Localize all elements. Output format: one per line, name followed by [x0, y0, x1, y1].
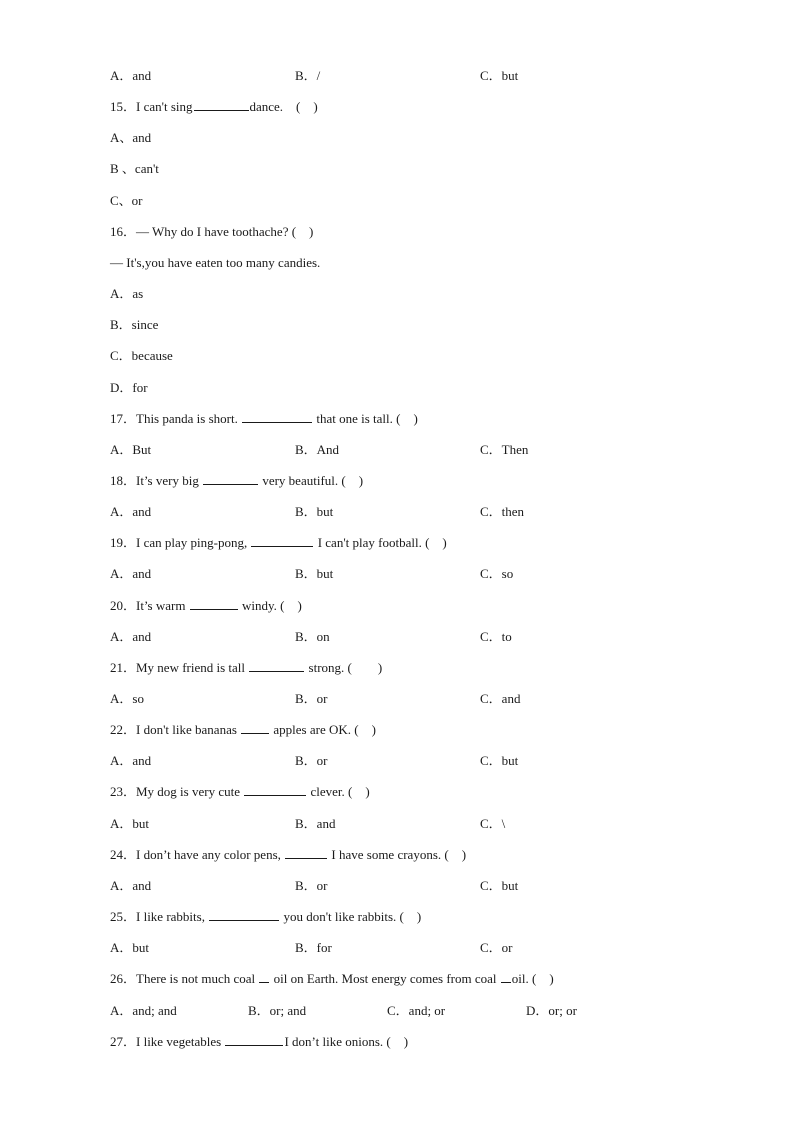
question-fragment: 20．It’s warm — [110, 598, 189, 613]
question-text — [110, 98, 318, 116]
question-fragment: 22．I don't like bananas — [110, 722, 241, 737]
question-fragment: 21．My new friend is tall — [110, 660, 249, 675]
question-fragment: 15．I can't sing — [110, 99, 193, 114]
question-text — [110, 597, 302, 615]
options-row — [0, 815, 794, 833]
question-fragment: oil. ( ) — [511, 971, 554, 986]
answer-option[interactable]: C．then — [480, 504, 525, 519]
answer-option[interactable]: C．but — [480, 878, 519, 893]
answer-option[interactable]: B．but — [295, 566, 334, 581]
question-fragment: that one is tall. ( ) — [313, 411, 418, 426]
answer-option[interactable]: A．and; and — [110, 1003, 177, 1018]
answer-option[interactable]: A．but — [110, 940, 150, 955]
answer-blank[interactable] — [203, 472, 258, 485]
answer-blank[interactable] — [241, 721, 269, 734]
question-fragment: I can't play football. ( ) — [314, 535, 447, 550]
answer-blank[interactable] — [249, 659, 304, 672]
question-fragment: I have some crayons. ( ) — [328, 847, 467, 862]
question-text — [110, 1033, 408, 1051]
question-text — [110, 534, 447, 552]
options-row — [0, 67, 794, 85]
question-text — [110, 783, 370, 801]
answer-blank[interactable] — [225, 1033, 283, 1046]
question-fragment: clever. ( ) — [307, 784, 370, 799]
answer-option[interactable]: B．or — [295, 878, 328, 893]
answer-option[interactable]: C．Then — [480, 442, 529, 457]
question-text — [110, 223, 313, 241]
answer-option[interactable]: B．or — [295, 753, 328, 768]
answer-option[interactable]: A．and — [110, 629, 152, 644]
answer-option[interactable]: A．and — [110, 504, 152, 519]
answer-option[interactable]: C．and; or — [387, 1003, 446, 1018]
text-line: D．for — [110, 380, 148, 395]
question-fragment: very beautiful. ( ) — [259, 473, 364, 488]
question-fragment: apples are OK. ( ) — [270, 722, 376, 737]
answer-blank[interactable] — [244, 783, 306, 796]
text-line: A．as — [110, 286, 144, 301]
answer-option[interactable]: C．but — [480, 68, 519, 83]
answer-option[interactable]: B．or — [295, 691, 328, 706]
question-fragment: windy. ( ) — [238, 598, 302, 613]
options-row — [0, 752, 794, 770]
options-row — [0, 690, 794, 708]
options-row — [0, 628, 794, 646]
question-text — [110, 970, 554, 988]
answer-blank[interactable] — [251, 534, 313, 547]
question-fragment: oil on Earth. Most energy comes from coal — [270, 971, 500, 986]
question-text — [110, 472, 363, 490]
question-fragment: 26．There is not much coal — [110, 971, 259, 986]
question-fragment: 27．I like vegetables — [110, 1034, 225, 1049]
question-fragment: 16．— Why do I have toothache? ( ) — [110, 224, 314, 239]
question-text — [110, 846, 466, 864]
text-line: B．since — [110, 317, 159, 332]
answer-option[interactable]: B．but — [295, 504, 334, 519]
question-text — [110, 908, 421, 926]
answer-option[interactable]: C．so — [480, 566, 514, 581]
answer-blank[interactable] — [242, 410, 312, 423]
question-fragment: 23．My dog is very cute — [110, 784, 244, 799]
answer-option[interactable]: C．\ — [480, 816, 506, 831]
text-line: A、and — [110, 130, 152, 145]
text-line: B 、can't — [110, 161, 159, 176]
question-fragment: you don't like rabbits. ( ) — [280, 909, 422, 924]
question-fragment: 19．I can play ping-pong, — [110, 535, 251, 550]
answer-option[interactable]: A．But — [110, 442, 152, 457]
answer-blank[interactable] — [501, 970, 511, 983]
question-fragment: strong. ( ) — [305, 660, 383, 675]
answer-blank[interactable] — [285, 846, 327, 859]
answer-option[interactable]: C．and — [480, 691, 521, 706]
answer-option[interactable]: B．on — [295, 629, 330, 644]
question-text — [110, 410, 418, 428]
answer-option[interactable]: C．but — [480, 753, 519, 768]
text-line: C．because — [110, 348, 173, 363]
options-row — [0, 877, 794, 895]
answer-option[interactable]: A．and — [110, 753, 152, 768]
question-fragment: I don’t like onions. ( ) — [284, 1034, 409, 1049]
answer-option[interactable]: C．or — [480, 940, 513, 955]
answer-blank[interactable] — [209, 908, 279, 921]
text-line: — It's,you have eaten too many candies. — [110, 255, 321, 270]
answer-blank[interactable] — [194, 98, 249, 111]
answer-option[interactable]: D．or; or — [526, 1003, 577, 1018]
answer-option[interactable]: B．And — [295, 442, 340, 457]
options-row — [0, 1002, 794, 1020]
options-row — [0, 939, 794, 957]
answer-blank[interactable] — [259, 970, 269, 983]
answer-blank[interactable] — [190, 597, 238, 610]
text-line: C、or — [110, 193, 143, 208]
question-text — [110, 721, 376, 739]
question-fragment: 18．It’s very big — [110, 473, 203, 488]
answer-option[interactable]: B．for — [295, 940, 332, 955]
question-fragment: 25．I like rabbits, — [110, 909, 209, 924]
answer-option[interactable]: C．to — [480, 629, 512, 644]
answer-option[interactable]: A．but — [110, 816, 150, 831]
answer-option[interactable]: B．or; and — [248, 1003, 307, 1018]
answer-option[interactable]: B．/ — [295, 68, 321, 83]
answer-option[interactable]: A．and — [110, 68, 152, 83]
answer-option[interactable]: B．and — [295, 816, 336, 831]
options-row — [0, 441, 794, 459]
options-row — [0, 503, 794, 521]
answer-option[interactable]: A．so — [110, 691, 144, 706]
question-fragment: 17．This panda is short. — [110, 411, 242, 426]
question-fragment: dance. ( ) — [249, 99, 318, 114]
answer-option[interactable]: A．and — [110, 566, 152, 581]
answer-option[interactable]: A．and — [110, 878, 152, 893]
question-text — [110, 659, 382, 677]
options-row — [0, 565, 794, 583]
question-fragment: 24．I don’t have any color pens, — [110, 847, 285, 862]
